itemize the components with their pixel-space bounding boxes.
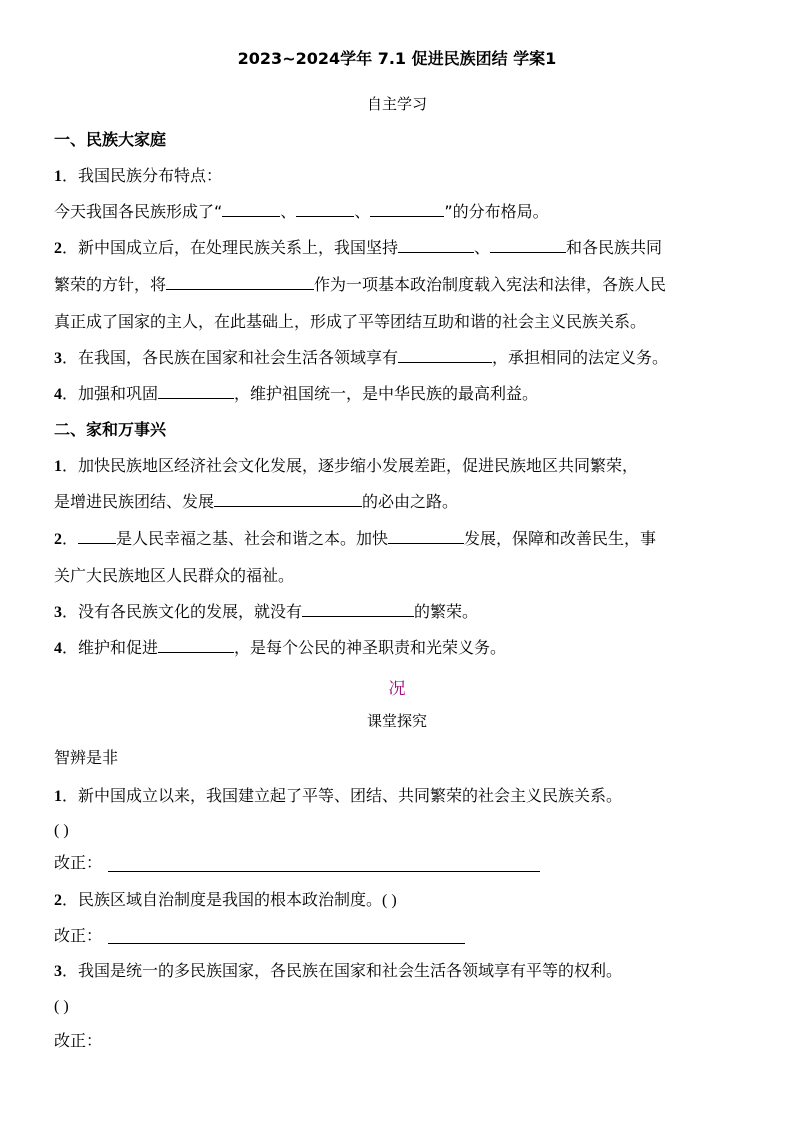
q-text: 的繁荣。 xyxy=(414,602,479,621)
q-dot: ． xyxy=(62,238,79,257)
q-text: 新中国成立后，在处理民族关系上，我国坚持 xyxy=(78,238,399,257)
judge-q2 xyxy=(54,890,397,911)
part1-heading: 一、民族大家庭 xyxy=(54,130,167,149)
q-dot: ． xyxy=(62,638,79,657)
q-dot: ． xyxy=(62,529,79,548)
q-number: 1 xyxy=(54,788,62,805)
q-number: 3 xyxy=(54,604,62,621)
answer-blank[interactable] xyxy=(398,238,474,253)
judge-q1-fix-label: 改正： xyxy=(54,853,103,872)
q-text: 我国民族分布特点： xyxy=(78,166,223,185)
part1-q2-line3: 真正成了国家的主人，在此基础上，形成了平等团结互助和谐的社会主义民族关系。 xyxy=(54,312,647,331)
judge-q2-fix-label: 改正： xyxy=(54,926,103,945)
page-title: 2023~2024学年 7.1 促进民族团结 学案1 xyxy=(237,49,557,68)
q-dot: ． xyxy=(62,961,79,980)
judge-q3-fix-label: 改正： xyxy=(54,1031,103,1050)
judge-heading: 智辨是非 xyxy=(54,748,119,767)
q-text: ，维护祖国统一，是中华民族的最高利益。 xyxy=(234,384,539,403)
part2-heading: 二、家和万事兴 xyxy=(54,420,167,439)
part1-q4 xyxy=(54,384,538,405)
q-text: 是人民幸福之基、社会和谐之本。加快 xyxy=(116,529,389,548)
q-number: 3 xyxy=(54,963,62,980)
judge-q3 xyxy=(54,961,622,982)
q-text: ，是每个公民的神圣职责和光荣义务。 xyxy=(234,638,507,657)
part2-q1-line2 xyxy=(54,492,458,512)
separator: 、 xyxy=(280,202,297,221)
q-text: 今天我国各民族形成了“ xyxy=(54,202,223,221)
q-text: 加快民族地区经济社会文化发展，逐步缩小发展差距，促进民族地区共同繁荣， xyxy=(78,456,639,475)
q-dot: ． xyxy=(62,384,79,403)
fix-answer-line[interactable] xyxy=(108,943,465,944)
judge-q1-paren[interactable]: ( ) xyxy=(54,822,69,839)
part2-q2-line2: 关广大民族地区人民群众的福祉。 xyxy=(54,566,295,585)
q-text: 新中国成立以来，我国建立起了平等、团结、共同繁荣的社会主义民族关系。 xyxy=(78,786,623,805)
q-number: 4 xyxy=(54,640,62,657)
part1-q3 xyxy=(54,348,668,369)
q-dot: ． xyxy=(62,456,79,475)
q-number: 1 xyxy=(54,168,62,185)
part2-q4 xyxy=(54,638,506,659)
answer-blank[interactable] xyxy=(296,202,354,217)
q-text: 维护和促进 xyxy=(78,638,159,657)
q-dot: ． xyxy=(62,890,79,909)
section-self-study: 自主学习 xyxy=(366,95,427,113)
separator: 、 xyxy=(474,238,491,257)
q-text: ，承担相同的法定义务。 xyxy=(492,348,669,367)
separator: 、 xyxy=(354,202,371,221)
answer-blank[interactable] xyxy=(222,202,280,217)
q-text: 作为一项基本政治制度载入宪法和法律，各族人民 xyxy=(314,275,667,294)
answer-blank[interactable] xyxy=(398,348,492,363)
q-number: 4 xyxy=(54,386,62,403)
q-number: 2 xyxy=(54,531,62,548)
q-text: 和各民族共同 xyxy=(566,238,663,257)
part1-q2-line1 xyxy=(54,238,662,259)
answer-blank[interactable] xyxy=(214,492,362,507)
stray-character: 况 xyxy=(388,679,406,699)
answer-blank[interactable] xyxy=(490,238,566,253)
q-text: 在我国，各民族在国家和社会生活各领域享有 xyxy=(78,348,399,367)
part1-q1-line2 xyxy=(54,202,549,222)
part1-q1 xyxy=(54,166,222,187)
q-text: 发展，保障和改善民生，事 xyxy=(464,529,657,548)
q-number: 2 xyxy=(54,892,62,909)
answer-blank[interactable] xyxy=(158,638,234,653)
q-text: 没有各民族文化的发展，就没有 xyxy=(78,602,303,621)
q-dot: ． xyxy=(62,166,79,185)
q-number: 1 xyxy=(54,458,62,475)
answer-blank[interactable] xyxy=(78,529,116,544)
q-number: 3 xyxy=(54,350,62,367)
answer-blank[interactable] xyxy=(158,384,234,399)
section-class-explore: 课堂探究 xyxy=(366,712,427,730)
q-text: 加强和巩固 xyxy=(78,384,159,403)
part2-q2-line1 xyxy=(54,529,656,550)
answer-blank[interactable] xyxy=(166,275,314,290)
q-text: 我国是统一的多民族国家，各民族在国家和社会生活各领域享有平等的权利。 xyxy=(78,961,623,980)
q-text: 繁荣的方针，将 xyxy=(54,275,167,294)
answer-blank[interactable] xyxy=(388,529,464,544)
q-text: 是增进民族团结、发展 xyxy=(54,492,215,511)
judge-q1 xyxy=(54,786,622,807)
q-text: 民族区域自治制度是我国的根本政治制度。 xyxy=(78,890,383,909)
judge-q2-paren[interactable]: ( ) xyxy=(382,892,397,909)
q-dot: ． xyxy=(62,786,79,805)
q-dot: ． xyxy=(62,602,79,621)
part2-q1-line1 xyxy=(54,456,638,477)
q-text: 的必由之路。 xyxy=(362,492,459,511)
part1-q2-line2 xyxy=(54,275,666,295)
q-number: 2 xyxy=(54,240,62,257)
part2-q3 xyxy=(54,602,478,623)
answer-blank[interactable] xyxy=(370,202,444,217)
judge-q3-paren[interactable]: ( ) xyxy=(54,998,69,1015)
q-text: ”的分布格局。 xyxy=(444,202,549,221)
answer-blank[interactable] xyxy=(302,602,414,617)
q-dot: ． xyxy=(62,348,79,367)
fix-answer-line[interactable] xyxy=(108,871,540,872)
